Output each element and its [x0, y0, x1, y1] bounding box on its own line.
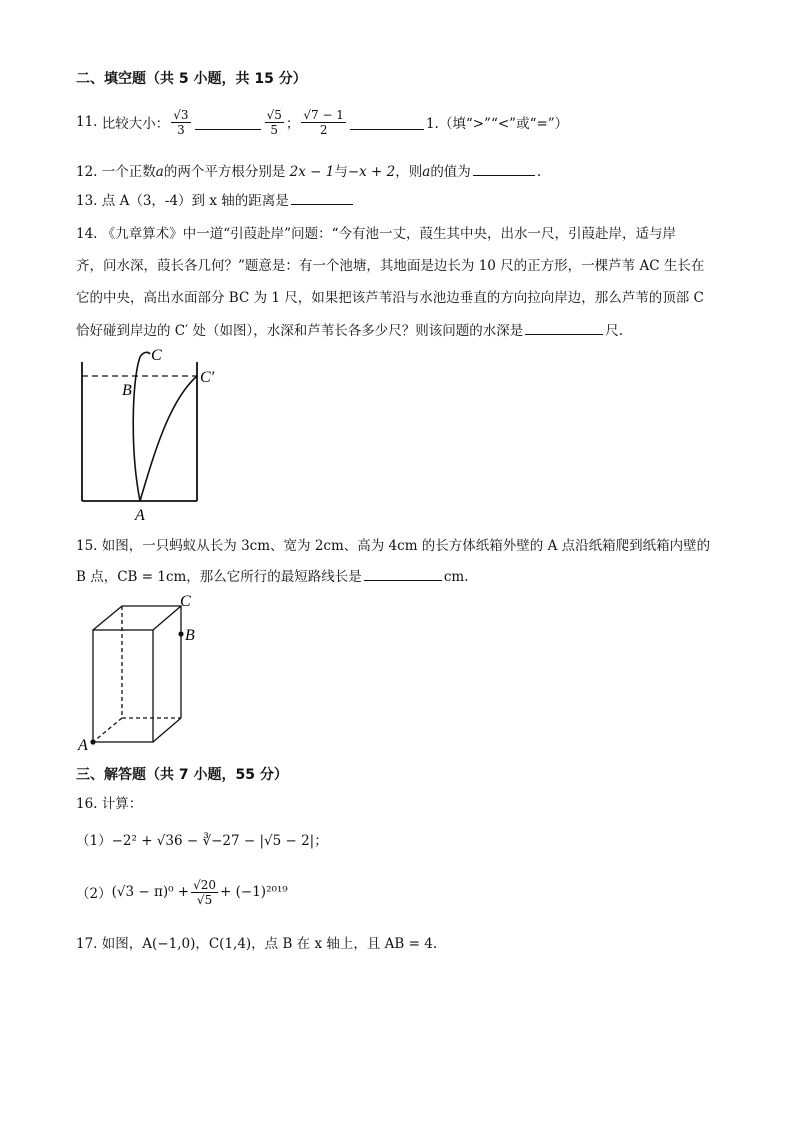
question-16-part-2: （2） (√3 − π)⁰ + $\frac{√20}{√5}$ + (−1)²⁰¹⁹	[76, 877, 288, 907]
label-c: C	[180, 593, 191, 610]
question-15-line-2: B 点，CB = 1cm，那么它所行的最短路线长是 cm.	[76, 566, 468, 587]
box-hidden-diagonal-edge	[93, 718, 122, 742]
question-13: 13. 点 A（3，-4）到 x 轴的距离是	[76, 190, 355, 211]
fraction-sqrt3-over-3: $\frac{√3}{3}$	[173, 107, 189, 137]
pond-reed-figure	[70, 340, 230, 525]
question-16-part-1: （1）−2² + √36 − ∛−27 − |√5 − 2|；	[76, 833, 328, 849]
answer-blank[interactable]	[291, 190, 353, 205]
label-a: A	[135, 507, 145, 524]
answer-blank[interactable]	[350, 115, 424, 130]
question-12: 12. 一个正数a的两个平方根分别是 2x − 1与−x + 2，则a的值为 .	[76, 161, 541, 182]
question-14-line-1: 14. 《九章算术》中一道“引葭赴岸”问题：“今有池一丈，葭生其中央，出水一尺，引葭赴岸，适与岸	[76, 226, 676, 242]
fraction-sqrt20-over-sqrt5: $\frac{√20}{√5}$	[193, 877, 217, 907]
label-c-prime: C′	[200, 369, 215, 386]
question-text: 1.（填“>”“<”或“=”）	[425, 116, 569, 132]
math-expression: + (−1)²⁰¹⁹	[220, 884, 288, 900]
box-top-face	[93, 606, 181, 630]
section-title-solve: 三、解答题（共 7 小题，55 分）	[76, 767, 288, 783]
point-b-marker	[178, 631, 183, 636]
label-b: B	[185, 627, 195, 644]
section-title-fill-blank: 二、填空题（共 5 小题，共 15 分）	[76, 71, 307, 87]
question-14-line-2: 齐，问水深，葭长各几何？”题意是：有一个池塘，其地面是边长为 10 尺的正方形，一棵芦苇 AC 生长在	[76, 258, 705, 274]
answer-blank[interactable]	[525, 320, 603, 335]
label-c: C	[151, 347, 162, 364]
question-number: 11.	[76, 114, 98, 130]
box-front-face	[93, 630, 153, 742]
question-14-line-3: 它的中央，高出水面部分 BC 为 1 尺，如果把该芦苇沿与水池边垂直的方向拉向岸边，那么芦苇的顶部 C	[76, 290, 704, 306]
fraction-sqrt7-minus-1-over-2: $\frac{√7 - 1}{2}$	[303, 107, 344, 137]
math-expression: −2² + √36 − ∛−27 − |√5 − 2|；	[111, 833, 328, 849]
point-a-marker	[90, 739, 95, 744]
question-11: 11. 比较大小： $\frac{√3}{3}$ $\frac{√5}{5}$ ； $\frac{√7 - 1}{2}$ 1.（填“>”“<”或“=”）	[76, 107, 569, 137]
label-a: A	[78, 737, 88, 754]
fraction-sqrt5-over-5: $\frac{√5}{5}$	[266, 107, 282, 137]
box-bottom-right-edge	[153, 718, 181, 742]
box-figure	[70, 592, 220, 754]
answer-blank[interactable]	[195, 115, 261, 130]
question-17: 17. 如图，A(−1,0)，C(1,4)，点 B 在 x 轴上，且 AB = 4.	[76, 936, 438, 952]
question-15-line-1: 15. 如图，一只蚂蚁从长为 3cm、宽为 2cm、高为 4cm 的长方体纸箱外壁的 A 点沿纸箱爬到纸箱内壁的	[76, 538, 711, 554]
question-text: 比较大小：	[101, 116, 170, 132]
answer-blank[interactable]	[473, 161, 535, 176]
answer-blank[interactable]	[364, 566, 442, 581]
question-14-line-4: 恰好碰到岸边的 C′ 处（如图），水深和芦苇长各多少尺？则该问题的水深是 尺.	[76, 320, 623, 341]
reed-bent-curve	[140, 376, 197, 501]
math-expression: (√3 − π)⁰ +	[111, 884, 190, 900]
label-b: B	[122, 382, 132, 399]
question-16: 16. 计算：	[76, 796, 143, 812]
